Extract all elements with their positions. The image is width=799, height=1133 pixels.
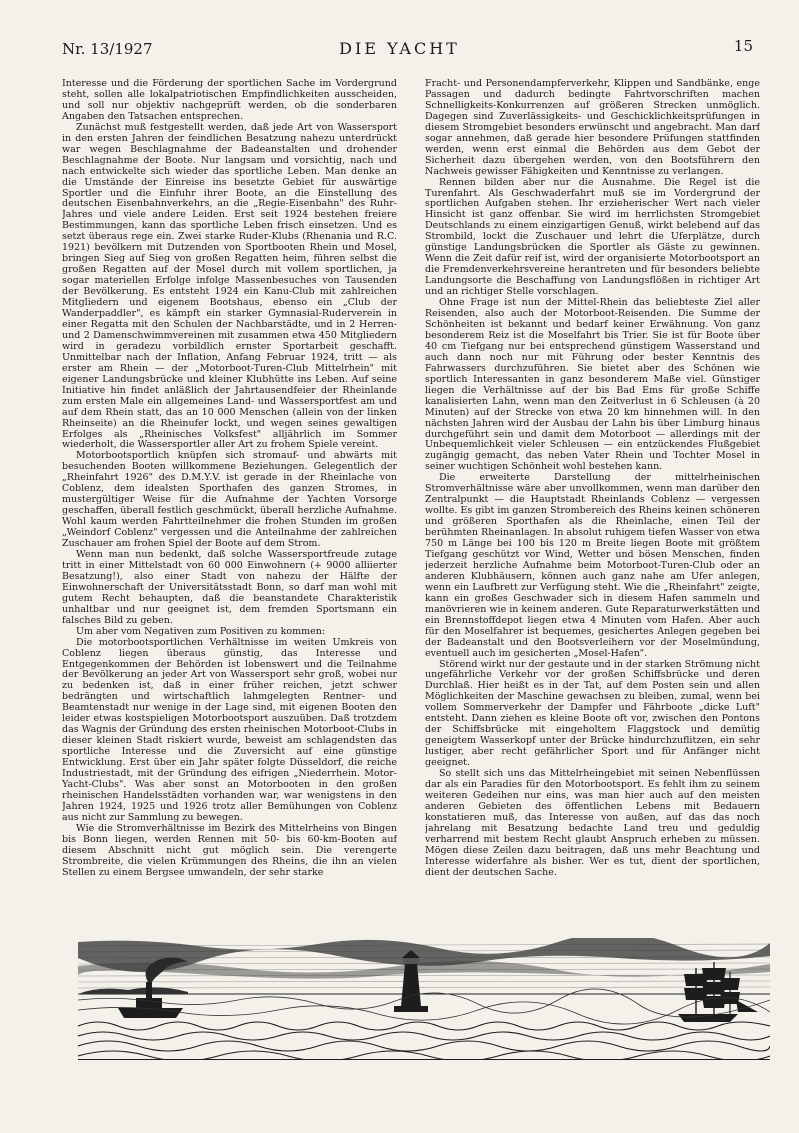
paragraph: Wie die Stromverhältnisse im Bezirk des Mittelrheins von Bingen bis Bonn liegen, werden Rennen mit 50- bis 60-km-Booten auf diesem Abschnitt nicht gut möglich sein. Die verengerte Strombreite, die vielen Krümmungen des Rheins, die ihn an vielen Stellen zu einem Bergsee umwandeln, der sehr starke bbox=[62, 822, 397, 878]
paragraph: Die erweiterte Darstellung der mittelrheinischen Stromverhältnisse wäre aber unvollkommen, wenn man darüber den Zentralpunkt — die Hauptstadt Rheinlands Coblenz — vergessen wollte. Es gibt im ganzen Strombereich des Rheins keinen schöneren und größeren Sporthafen als die Rheinlache, einen Teil der berühmten Rheinanlagen. In absolut ruhigem tiefen Wasser von etwa 750 m Länge bei 100 bis 120 m Breite liegen Boote mit größtem Tiefgang geschützt vor Wind, Wetter und bösen Menschen, finden jederzeit herzliche Aufnahme beim Motorboot-Turen-Club oder an anderen Klubhäusern, können auch ganz nahe am Ufer anlegen, wenn ein Laufbrett zur Verfügung steht. Wie die „Rheinfahrt" zeigte, kann ein großes Geschwader sich in diesem Hafen sammeln und manövrieren wie in keinem anderen. Gute Reparaturwerkstätten und ein Brennstoffdepot liegen etwa 4 Minuten vom Hafen. Aber auch für den Moselfahrer ist bequemes, gesichertes Anlegen gegeben bei der Badeanstalt und den Bootsverleihern vor der Moselmündung, eventuell auch im gesicherten „Mosel-Hafen". bbox=[425, 472, 760, 659]
paragraph: Wenn man nun bedenkt, daß solche Wassersportfreude zutage tritt in einer Mittelstadt von 60 000 Einwohnern (+ 9000 alliierter Besatzung!), also einer Stadt von nahezu der Hälfte der Einwohnerschaft der Universitätsstadt Bonn, so darf man wohl mit gutem Recht behaupten, daß die beanstandete Charakteristik unhaltbar und nur geeignet ist, dem fremden Sportsmann ein falsches Bild zu geben. bbox=[62, 548, 397, 626]
paragraph: Die motorbootsportlichen Verhältnisse im weiten Umkreis von Coblenz liegen überaus günstig, das Interesse und Entgegenkommen der Behörden ist lobenswert und die Teilnahme der Bevölkerung an jeder Art von Wassersport sehr groß, wobei nur zu bedenken ist, daß in einer früher reichen, jetzt schwer bedrängten und wirtschaftlich lahmgelegten Rentner- und Beamtenstadt nur wenige in der Lage sind, mit eigenen Booten den leider etwas kostspieligen Motorbootsport auszuüben. Daß trotzdem das Wagnis der Gründung des ersten rheinischen Motorboot-Clubs in dieser kleinen Stadt riskiert wurde, beweist am schlagendsten das sportliche Interesse und die Zuversicht auf eine günstige Entwicklung. Erst über ein Jahr später folgte Düsseldorf, die reiche Industriestadt, mit der Gründung des eifrigen „Niederrhein. Motor-Yacht-Clubs". Was aber sonst an Motorbooten in den großen rheinischen Handelsstädten vorhanden war, war wenigstens in den Jahren 1924, 1925 und 1926 trotz aller Bemühungen von Coblenz aus nicht zur Sammlung zu bewegen. bbox=[62, 636, 397, 823]
paragraph: Ohne Frage ist nun der Mittel-Rhein das beliebteste Ziel aller Reisenden, also auch der Motorboot-Reisenden. Die Summe der Schönheiten ist bekannt und bedarf keiner Erwähnung. Von ganz besonderem Reiz ist die Moselfahrt bis Trier. Sie ist für Boote über 40 cm Tiefgang nur bei entsprechend günstigem Wasserstand und auch dann noch nur mit Führung oder bester Kenntnis des Fahrwassers durchzuführen. Sie bietet aber des Schönen wie sportlich Interessanten in ganz besonderem Maße viel. Günstiger liegen die Verhältnisse auf der bis Bad Ems für große Schiffe kanalisierten Lahn, wenn man den Zeitverlust in 6 Schleusen (à 20 Minuten) auf der Strecke von etwa 20 km hinnehmen will. In den nächsten Jahren wird der Ausbau der Lahn bis über Limburg hinaus durchgeführt sein und damit dem Motorboot — allerdings mit der Unbequemlichkeit vieler Schleusen — ein entzückendes Flußgebiet zugängig gemacht, das neben Vater Rhein und Tochter Mosel in seiner wuchtigen Schönheit wohl bestehen kann. bbox=[425, 297, 760, 473]
paragraph: Rennen bilden aber nur die Ausnahme. Die Regel ist die Turenfahrt. Als Geschwaderfahrt muß sie im Vordergrund der sportlichen Aufgaben stehen. Ihr erzieherischer Wert nach vieler Hinsicht ist ganz offenbar. Sie wird im herrlichsten Stromgebiet Deutschlands zu einem einzigartigen Genuß, wirkt belebend auf das Strombild, lockt die Zuschauer und lehrt die Uferplätze, durch günstige Landungsbrücken die Sportler als Gäste zu gewinnen. Wenn die Zeit dafür reif ist, wird der organisierte Motorbootsport an die Fremdenverkehrsvereine herantreten und für besonders beliebte Landungsorte die Beschaffung von Landungsflößen in richtiger Art und an richtiger Stelle vorschlagen. bbox=[425, 176, 760, 298]
paragraph: Zunächst muß festgestellt werden, daß jede Art von Wassersport in den ersten Jahren der feindlichen Besatzung nahezu unterdrückt war wegen Beschlagnahme der Badeanstalten und drohender Beschlagnahme der Boote. Nur langsam und vorsichtig, nach und nach entwickelte sich wieder das sportliche Leben. Man denke an die Umstände der Einreise ins besetzte Gebiet für auswärtige Sportler und die Einfuhr ihrer Boote, an die Einstellung des deutschen Eisenbahnverkehrs, an die „Regie-Eisenbahn" des Ruhr-Jahres und viele andere Leiden. Erst seit 1924 bestehen freiere Bestimmungen, kann das sportliche Leben frisch einsetzen. Und es setzt überaus rege ein. Zwei starke Ruder-Klubs (Rhenania und R.C. 1921) bevölkern mit Dutzenden von Sportbooten Rhein und Mosel, bringen Sieg auf Sieg von großen Regatten heim, führen selbst die großen Regatten auf der Mosel durch mit vollem sportlichen, ja sogar materiellen Erfolge infolge Massenbesuches von Tausenden der Bevölkerung. Es entsteht 1924 ein Kanu-Club mit zahlreichen Mitgliedern und eigenem Bootshaus, ebenso ein „Club der Wanderpaddler", es kämpft ein starker Gymnasial-Ruderverein in einer Regatta mit den Schulen der Nachbarstädte, und in 2 Herren- und 2 Damenschwimmvereinen mit zusammen etwa 450 Mitgliedern wird in geradezu vorbildlich ernster Sportarbeit geschafft. Unmittelbar nach der Inflation, Anfang Februar 1924, tritt — als erster am Rhein — der „Motorboot-Turen-Club Mittelrhein" mit eigener Landungsbrücke und kleiner Klubhütte ins Leben. Auf seine Initiative hin findet anläßlich der Jahrtausendfeier der Rheinlande zum ersten Male ein allgemeines Land- und Wassersportfest am und auf dem Rhein statt, das an 10 000 Menschen (allein von der linken Rheinseite) an die Rheinufer lockt, und wegen seines gewaltigen Erfolges als „Rheinisches Volksfest" alljährlich im Sommer wiederholt, die Wassersportler aller Art zu frohem Spiele vereint. bbox=[62, 121, 397, 451]
harbor-illustration bbox=[78, 938, 770, 1060]
page-number: 15 bbox=[733, 37, 753, 55]
sea-waves bbox=[78, 1022, 770, 1060]
magazine-title: DIE YACHT bbox=[339, 39, 460, 58]
paragraph: Motorbootsportlich knüpfen sich stromauf- und abwärts mit besuchenden Booten willkommene Beziehungen. Gelegentlich der „Rheinfahrt 1926" des D.M.Y.V. ist gerade in der Rheinlache von Coblenz, dem idealsten Sporthafen des ganzen Stromes, in mustergültiger Weise für die Aufnahme der Yachten Vorsorge geschaffen, überall festlich geschmückt, überall herzliche Aufnahme. Wohl kaum werden Fahrtteilnehmer die frohen Stunden im großen „Weindorf Coblenz" vergessen und die Anteilnahme der zahlreichen Zuschauer am frohen Spiel der Boote auf dem Strom. bbox=[62, 450, 397, 550]
paragraph: Um aber vom Negativen zum Positiven zu kommen: bbox=[76, 625, 326, 637]
issue-number: Nr. 13/1927 bbox=[62, 40, 153, 58]
left-text-column bbox=[62, 79, 397, 929]
right-text-column bbox=[425, 79, 760, 929]
paragraph: Störend wirkt nur der gestaute und in der starken Strömung nicht ungefährliche Verkehr vor der großen Schiffsbrücke und deren Durchlaß. Hier heißt es in der Tat, auf dem Posten sein und allen Möglichkeiten der Maschine gewachsen zu bleiben, zumal, wenn bei vollem Sommerverkehr der Dampfer und Fährboote „dicke Luft" entsteht. Dann ziehen es kleine Boote oft vor, zwischen den Pontons der Schiffsbrücke mit eingeholtem Flaggstock und demütig geneigtem Wasserkopf unter der Brücke hindurchzuflitzen, ein sehr lustiger, aber recht gefährlicher Sport und für Anfänger nicht geeignet. bbox=[425, 658, 760, 769]
paragraph: Fracht- und Personendampferverkehr, Klippen und Sandbänke, enge Passagen und dadurch bedingte Fahrtvorschriften machen Schnelligkeits-Konkurrenzen auf größeren Strecken unmöglich. Dagegen sind Zuverlässigkeits- und Geschicklichkeitsprüfungen in diesem Stromgebiet besonders erwünscht und angebracht. Man darf sogar annehmen, daß gerade hier besondere Prüfungen stattfinden werden, wenn erst einmal die Behörden aus dem Gebot der Sicherheit dazu übergehen werden, von den Bootsführern den Nachweis gewisser Fähigkeiten und Kenntnisse zu verlangen. bbox=[425, 79, 760, 177]
paragraph: So stellt sich uns das Mittelrheingebiet mit seinen Nebenflüssen dar als ein Paradies für den Motorbootsport. Es fehlt ihm zu seinem weiteren Gedeihen nur eins, was man hier auch auf den meisten anderen Gebieten des öffentlichen Lebens mit Bedauern konstatieren muß, das Interesse von außen, auf das das noch jahrelang mit Besatzung bedachte Land treu und geduldig verharrend mit bestem Recht glaubt Anspruch erheben zu müssen. Mögen diese Zeilen dazu beitragen, daß uns mehr Beachtung und Interesse widerfahre als bisher. Wer es tut, dient der sportlichen, dient der deutschen Sache. bbox=[425, 768, 760, 878]
paragraph: Interesse und die Förderung der sportlichen Sache im Vordergrund steht, sollen alle lokalpatriotischen Empfindlichkeiten ausscheiden, und soll nur objektiv nachgeprüft werden, ob die sonderbaren Angaben den Tatsachen entsprechen. bbox=[62, 79, 397, 122]
